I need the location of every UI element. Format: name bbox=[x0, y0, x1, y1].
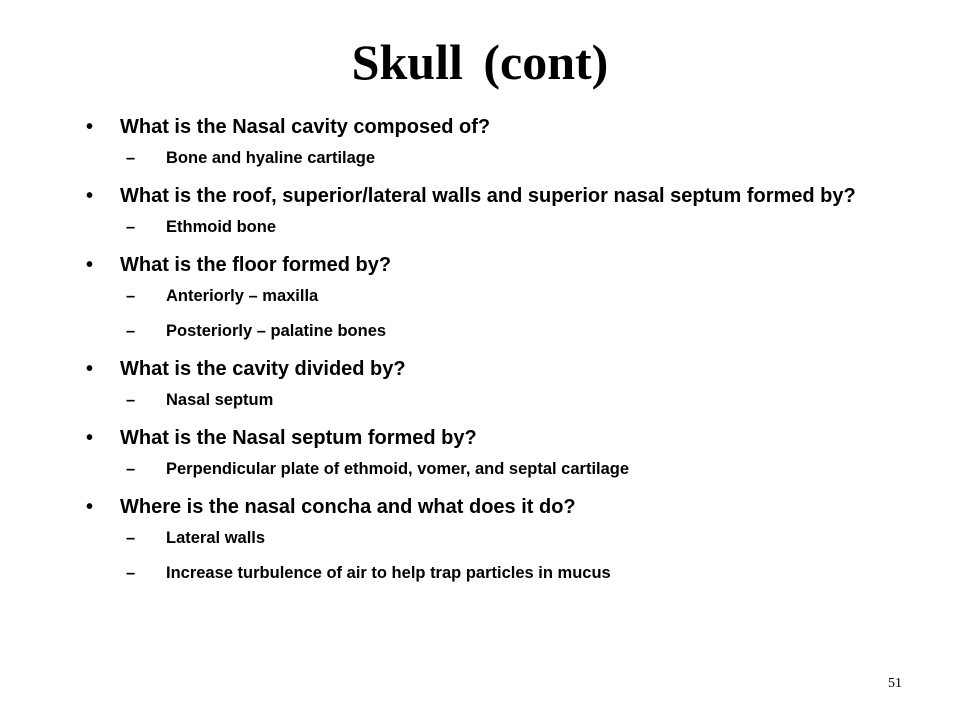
sub-item bbox=[126, 458, 886, 481]
bullet-icon: • bbox=[86, 496, 94, 518]
bullet-text: What is the Nasal cavity composed of? bbox=[120, 116, 491, 138]
bullet-list bbox=[86, 113, 886, 585]
bullet-item bbox=[86, 182, 886, 239]
slide-content bbox=[86, 113, 886, 597]
bullet-item bbox=[86, 113, 886, 170]
sub-item-text: Lateral walls bbox=[166, 529, 266, 547]
sub-item bbox=[126, 320, 886, 343]
page-number: 51 bbox=[888, 676, 902, 691]
bullet-item bbox=[86, 251, 886, 343]
sub-item bbox=[126, 527, 886, 550]
bullet-icon: • bbox=[86, 358, 94, 380]
bullet-text: What is the floor formed by? bbox=[120, 254, 392, 276]
sub-list bbox=[120, 458, 886, 481]
dash-icon: – bbox=[126, 218, 136, 236]
bullet-text: What is the cavity divided by? bbox=[120, 358, 406, 380]
bullet-item bbox=[86, 355, 886, 412]
sub-item bbox=[126, 147, 886, 170]
dash-icon: – bbox=[126, 529, 136, 547]
sub-item-text: Anteriorly – maxilla bbox=[166, 287, 319, 305]
sub-item-text: Ethmoid bone bbox=[166, 218, 276, 236]
slide-title: Skull (cont) bbox=[351, 34, 609, 90]
sub-list bbox=[120, 527, 886, 585]
bullet-text: What is the roof, superior/lateral walls and superior nasal septum formed by? bbox=[120, 185, 856, 207]
sub-item-text: Increase turbulence of air to help trap particles in mucus bbox=[166, 564, 611, 582]
sub-item bbox=[126, 389, 886, 412]
sub-item bbox=[126, 562, 886, 585]
sub-item-text: Posteriorly – palatine bones bbox=[166, 322, 387, 340]
dash-icon: – bbox=[126, 564, 136, 582]
dash-icon: – bbox=[126, 287, 136, 305]
sub-list bbox=[120, 389, 886, 412]
dash-icon: – bbox=[126, 322, 136, 340]
dash-icon: – bbox=[126, 391, 136, 409]
bullet-text: What is the Nasal septum formed by? bbox=[120, 427, 477, 449]
bullet-text: Where is the nasal concha and what does it do? bbox=[120, 496, 576, 518]
sub-item bbox=[126, 216, 886, 239]
bullet-icon: • bbox=[86, 185, 94, 207]
sub-list bbox=[120, 147, 886, 170]
bullet-icon: • bbox=[86, 254, 94, 276]
dash-icon: – bbox=[126, 149, 136, 167]
bullet-icon: • bbox=[86, 116, 94, 138]
sub-item-text: Bone and hyaline cartilage bbox=[166, 149, 376, 167]
sub-item bbox=[126, 285, 886, 308]
bullet-item bbox=[86, 424, 886, 481]
bullet-item bbox=[86, 493, 886, 585]
sub-list bbox=[120, 285, 886, 343]
sub-item-text: Perpendicular plate of ethmoid, vomer, and septal cartilage bbox=[166, 460, 630, 478]
sub-list bbox=[120, 216, 886, 239]
sub-item-text: Nasal septum bbox=[166, 391, 274, 409]
bullet-icon: • bbox=[86, 427, 94, 449]
dash-icon: – bbox=[126, 460, 136, 478]
